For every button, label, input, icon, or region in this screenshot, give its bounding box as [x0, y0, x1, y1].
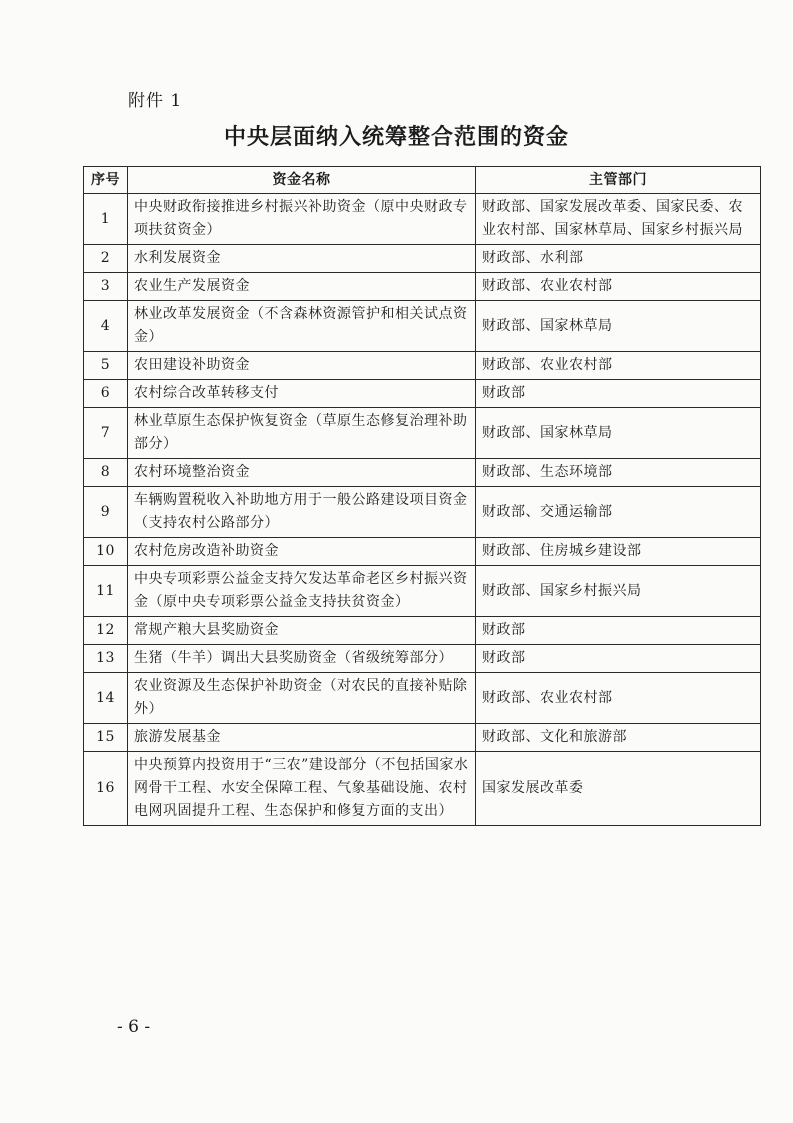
attachment-label: 附件 1	[128, 91, 183, 111]
table-row	[84, 673, 761, 724]
department-cell: 财政部、文化和旅游部	[476, 724, 761, 752]
table-row	[84, 273, 761, 301]
row-number-cell: 16	[84, 752, 128, 826]
fund-name-cell: 旅游发展基金	[128, 724, 476, 752]
fund-name-cell: 农村综合改革转移支付	[128, 380, 476, 408]
row-number-cell: 10	[84, 538, 128, 566]
table-row	[84, 301, 761, 352]
department-cell: 财政部、生态环境部	[476, 459, 761, 487]
table-row	[84, 724, 761, 752]
fund-name-cell: 常规产粮大县奖励资金	[128, 617, 476, 645]
table-header-row	[84, 167, 761, 194]
department-cell: 财政部、水利部	[476, 245, 761, 273]
fund-table	[83, 166, 761, 826]
fund-name-cell: 林业草原生态保护恢复资金（草原生态修复治理补助部分）	[128, 408, 476, 459]
department-cell: 国家发展改革委	[476, 752, 761, 826]
table-row	[84, 194, 761, 245]
row-number-cell: 7	[84, 408, 128, 459]
row-number-cell: 2	[84, 245, 128, 273]
table-row	[84, 645, 761, 673]
table-row	[84, 566, 761, 617]
table-row	[84, 459, 761, 487]
fund-name-cell: 生猪（牛羊）调出大县奖励资金（省级统筹部分）	[128, 645, 476, 673]
department-cell: 财政部、住房城乡建设部	[476, 538, 761, 566]
fund-name-cell: 农业资源及生态保护补助资金（对农民的直接补贴除外）	[128, 673, 476, 724]
table-row	[84, 408, 761, 459]
row-number-cell: 8	[84, 459, 128, 487]
row-number-cell: 4	[84, 301, 128, 352]
table-row	[84, 538, 761, 566]
department-cell: 财政部、交通运输部	[476, 487, 761, 538]
department-cell: 财政部、国家林草局	[476, 408, 761, 459]
row-number-cell: 15	[84, 724, 128, 752]
row-number-cell: 3	[84, 273, 128, 301]
page-number: - 6 -	[117, 1017, 151, 1037]
row-number-cell: 12	[84, 617, 128, 645]
fund-name-cell: 农村危房改造补助资金	[128, 538, 476, 566]
table-row	[84, 380, 761, 408]
fund-name-cell: 农村环境整治资金	[128, 459, 476, 487]
department-cell: 财政部	[476, 380, 761, 408]
fund-name-cell: 中央财政衔接推进乡村振兴补助资金（原中央财政专项扶贫资金）	[128, 194, 476, 245]
table-row	[84, 487, 761, 538]
department-cell: 财政部	[476, 645, 761, 673]
table-row	[84, 245, 761, 273]
row-number-cell: 11	[84, 566, 128, 617]
fund-name-cell: 水利发展资金	[128, 245, 476, 273]
fund-name-cell: 农业生产发展资金	[128, 273, 476, 301]
department-cell: 财政部	[476, 617, 761, 645]
department-cell: 财政部、农业农村部	[476, 273, 761, 301]
column-header-no: 序号	[84, 167, 128, 194]
row-number-cell: 1	[84, 194, 128, 245]
fund-name-cell: 林业改革发展资金（不含森林资源管护和相关试点资金）	[128, 301, 476, 352]
department-cell: 财政部、国家林草局	[476, 301, 761, 352]
fund-name-cell: 车辆购置税收入补助地方用于一般公路建设项目资金（支持农村公路部分）	[128, 487, 476, 538]
row-number-cell: 9	[84, 487, 128, 538]
table-row	[84, 617, 761, 645]
department-cell: 财政部、国家乡村振兴局	[476, 566, 761, 617]
fund-name-cell: 中央预算内投资用于“三农”建设部分（不包括国家水网骨干工程、水安全保障工程、气象基础设施、农村电网巩固提升工程、生态保护和修复方面的支出）	[128, 752, 476, 826]
fund-name-cell: 农田建设补助资金	[128, 352, 476, 380]
row-number-cell: 13	[84, 645, 128, 673]
column-header-department: 主管部门	[476, 167, 761, 194]
column-header-fund-name: 资金名称	[128, 167, 476, 194]
document-title: 中央层面纳入统筹整合范围的资金	[223, 125, 569, 150]
row-number-cell: 6	[84, 380, 128, 408]
table-body	[84, 194, 761, 826]
table-row	[84, 752, 761, 826]
row-number-cell: 14	[84, 673, 128, 724]
department-cell: 财政部、国家发展改革委、国家民委、农业农村部、国家林草局、国家乡村振兴局	[476, 194, 761, 245]
fund-name-cell: 中央专项彩票公益金支持欠发达革命老区乡村振兴资金（原中央专项彩票公益金支持扶贫资金）	[128, 566, 476, 617]
department-cell: 财政部、农业农村部	[476, 352, 761, 380]
department-cell: 财政部、农业农村部	[476, 673, 761, 724]
row-number-cell: 5	[84, 352, 128, 380]
table-row	[84, 352, 761, 380]
